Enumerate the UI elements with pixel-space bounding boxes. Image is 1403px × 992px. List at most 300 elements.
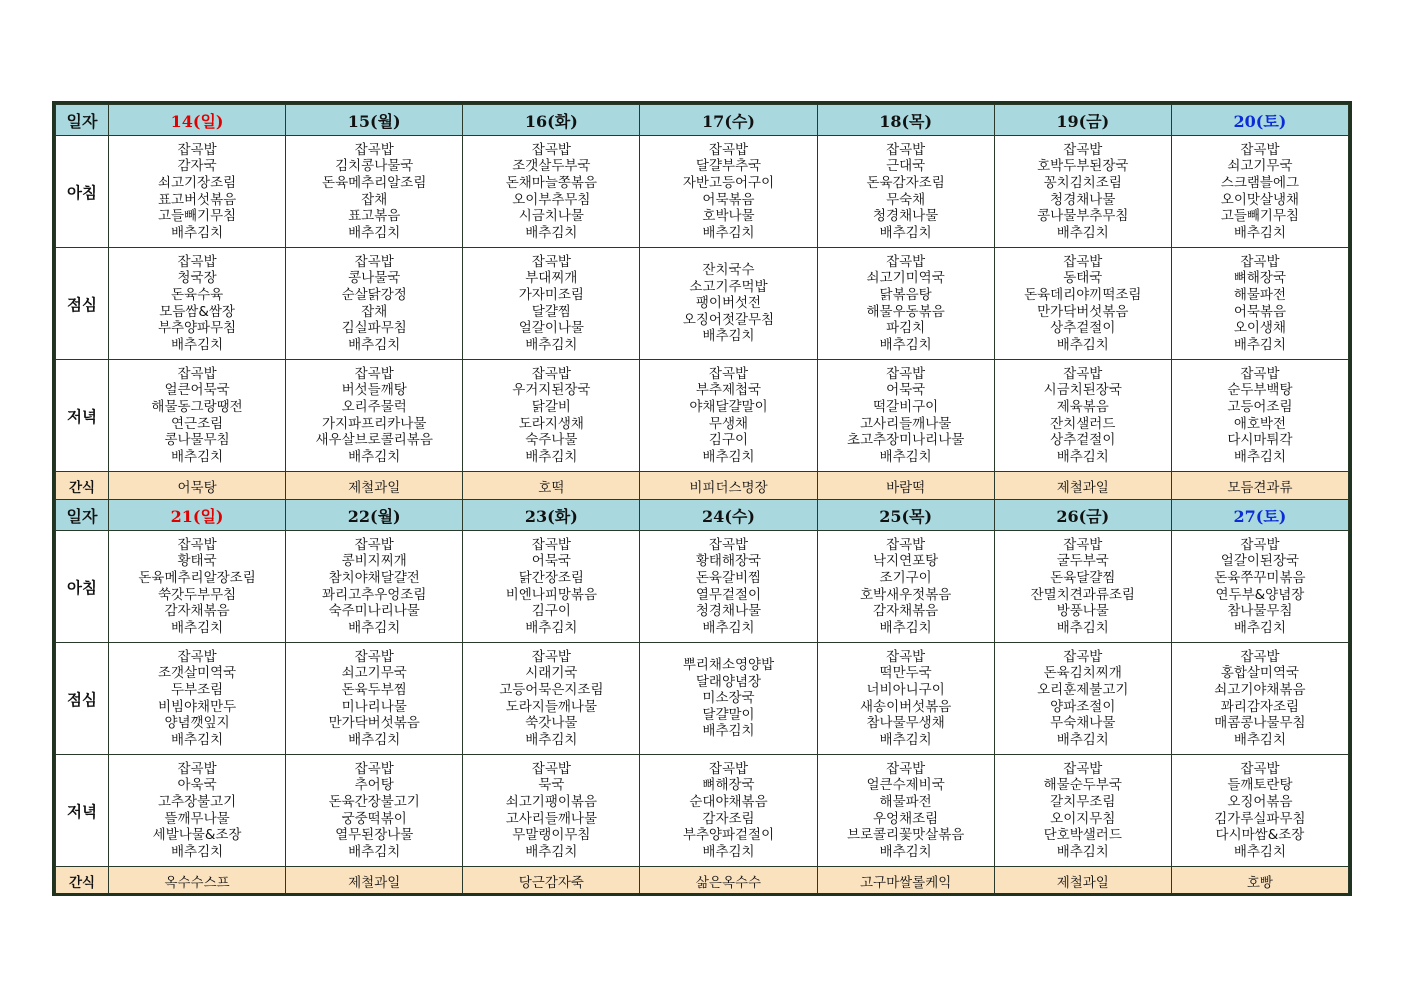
dish-item: 배추김치	[525, 843, 578, 860]
dish-item: 쇠고기야채볶음	[1214, 681, 1306, 698]
dish-item: 부추양파무침	[157, 320, 237, 337]
dinner-cell	[1171, 755, 1348, 867]
dish-item: 자반고등어구이	[682, 174, 775, 191]
dish-item: 잡곡밥	[886, 141, 926, 158]
dish-item: 돈육메추리알조림	[322, 174, 427, 191]
dish-item: 배추김치	[170, 619, 224, 636]
day-header	[1171, 500, 1348, 531]
dish-item: 열무된장나물	[335, 827, 414, 844]
dish-item: 배추김치	[1056, 843, 1109, 860]
dish-item: 시래기국	[525, 665, 578, 682]
dish-item: 오리주물럭	[341, 398, 407, 415]
dish-item: 잡곡밥	[1063, 365, 1103, 382]
dish-item: 스크램블에그	[1220, 174, 1300, 191]
snack-row	[56, 867, 1349, 895]
dish-item: 호박두부된장국	[1037, 158, 1129, 175]
dish-item: 뼈해장국	[1233, 270, 1286, 287]
snack-cell: 고구마쌀롤케익	[817, 867, 994, 895]
lunch-cell	[286, 643, 463, 755]
dish-item: 감자채볶음	[873, 603, 939, 620]
dish-item: 배추김치	[348, 843, 401, 860]
dish-item: 잡곡밥	[708, 141, 749, 158]
dish-item: 갈치무조림	[1050, 793, 1116, 810]
day-date: 22(월)	[347, 506, 401, 526]
dish-item: 돈육수육	[170, 286, 224, 303]
day-header	[109, 500, 286, 531]
dish-item: 잔치샐러드	[1050, 415, 1116, 432]
dish-item: 꽈리감자조림	[1220, 698, 1300, 715]
dish-item: 궁중떡볶이	[341, 810, 407, 827]
dish-item: 배추김치	[170, 843, 224, 860]
dish-item: 오이생채	[1233, 320, 1286, 337]
dish-item: 잡곡밥	[708, 760, 749, 777]
dish-item: 두부조림	[170, 681, 224, 698]
dish-item: 뜰깨무나물	[164, 810, 230, 827]
dish-item: 브로콜리꽃맛살볶음	[846, 827, 965, 844]
dish-item: 상추겉절이	[1050, 320, 1116, 337]
day-date: 16(화)	[524, 111, 578, 131]
dish-item: 돈육감자조림	[866, 174, 945, 191]
lunch-cell	[994, 248, 1171, 360]
day-date: 26(금)	[1056, 506, 1110, 526]
dish-item: 순두부백탕	[1227, 382, 1293, 399]
dish-item: 배추김치	[879, 224, 932, 241]
day-date: 18(목)	[879, 111, 933, 131]
day-header	[463, 105, 640, 136]
dish-item: 어묵볶음	[1233, 303, 1286, 320]
dinner-cell	[994, 755, 1171, 867]
dish-item: 잡곡밥	[1240, 141, 1280, 158]
breakfast-label: 아침	[56, 136, 109, 248]
dish-item: 황태국	[177, 553, 217, 570]
lunch-cell	[109, 248, 286, 360]
lunch-row	[56, 643, 1349, 755]
day-date: 20(토)	[1233, 111, 1287, 131]
dish-item: 잡곡밥	[886, 253, 926, 270]
day-header	[994, 105, 1171, 136]
dish-item: 돈육간장불고기	[328, 793, 420, 810]
dish-item: 잡곡밥	[177, 141, 217, 158]
dish-item: 달걀말이	[702, 706, 755, 723]
dish-item: 감자조림	[702, 810, 755, 827]
dish-item: 잡곡밥	[1063, 141, 1103, 158]
dish-item: 배추김치	[702, 328, 755, 345]
dish-item: 근대국	[886, 158, 926, 175]
dish-item: 배추김치	[348, 448, 401, 465]
dish-item: 잡곡밥	[531, 141, 571, 158]
dish-item: 배추김치	[1233, 731, 1286, 748]
dish-item: 돈육달걀찜	[1050, 569, 1116, 586]
dish-item: 야채달걀말이	[689, 398, 768, 415]
dish-item: 쑥갓나물	[525, 715, 578, 732]
dish-item: 배추김치	[879, 448, 932, 465]
dish-item: 잡곡밥	[1063, 253, 1103, 270]
dinner-cell	[640, 360, 817, 472]
dish-item: 도라지들깨나물	[505, 698, 597, 715]
dish-item: 부대찌개	[525, 270, 578, 287]
day-header	[640, 105, 817, 136]
dish-item: 김실파무침	[341, 320, 407, 337]
breakfast-cell	[109, 136, 286, 248]
dish-item: 배추김치	[1056, 224, 1109, 241]
dish-item: 김구이	[531, 603, 571, 620]
dish-item: 감자국	[177, 158, 217, 175]
dish-item: 순살닭강정	[341, 286, 407, 303]
dish-item: 해물동그랑땡전	[151, 398, 243, 415]
dish-item: 무생채	[708, 415, 749, 432]
dish-item: 연두부&양념장	[1215, 586, 1305, 603]
dish-item: 김치콩나물국	[335, 158, 414, 175]
dish-item: 고등어묵은지조림	[499, 681, 604, 698]
dish-item: 배추김치	[525, 731, 578, 748]
dish-item: 청경채나물	[695, 603, 762, 620]
dish-item: 낙지연포탕	[873, 553, 939, 570]
day-date: 25(목)	[879, 506, 933, 526]
dish-item: 참치야채달걀전	[328, 569, 420, 586]
dinner-cell	[817, 755, 994, 867]
dish-item: 배추김치	[879, 843, 932, 860]
breakfast-cell	[994, 531, 1171, 643]
breakfast-row	[56, 136, 1349, 248]
dish-item: 너비아니구이	[866, 681, 945, 698]
dish-item: 미나리나물	[341, 698, 407, 715]
dinner-label: 저녁	[56, 755, 109, 867]
snack-label: 간식	[56, 472, 109, 500]
dish-item: 숙주미나리나물	[328, 603, 420, 620]
dish-item: 잡곡밥	[1063, 648, 1103, 665]
dish-item: 배추김치	[1056, 448, 1109, 465]
date-label: 일자	[56, 500, 109, 531]
dish-item: 잡곡밥	[354, 141, 394, 158]
dish-item: 소고기주먹밥	[689, 278, 768, 295]
dish-item: 배추김치	[1056, 731, 1109, 748]
dish-item: 무숙채나물	[1050, 715, 1116, 732]
dish-item: 황태해장국	[695, 553, 762, 570]
dish-item: 세발나물&조장	[152, 827, 242, 844]
dish-item: 배추김치	[879, 336, 932, 353]
dish-item: 배추김치	[1233, 224, 1286, 241]
lunch-cell	[463, 643, 640, 755]
dish-item: 파김치	[886, 320, 926, 337]
dish-item: 호박새우젓볶음	[859, 586, 952, 603]
dish-item: 잡곡밥	[1240, 760, 1280, 777]
lunch-cell	[640, 643, 817, 755]
dish-item: 잡곡밥	[708, 536, 749, 553]
day-date: 27(토)	[1233, 506, 1287, 526]
lunch-row	[56, 248, 1349, 360]
dish-item: 배추김치	[702, 448, 755, 465]
dish-item: 무숙채	[886, 191, 926, 208]
lunch-cell	[817, 248, 994, 360]
snack-cell: 어묵탕	[109, 472, 286, 500]
snack-cell: 제철과일	[286, 472, 463, 500]
dish-item: 매콤콩나물무침	[1214, 715, 1306, 732]
day-header	[1171, 105, 1348, 136]
dish-item: 새우살브로콜리볶음	[315, 432, 433, 449]
dish-item: 얼갈이나물	[518, 320, 584, 337]
dish-item: 돈육김치찌개	[1043, 665, 1122, 682]
dish-item: 잡곡밥	[354, 760, 394, 777]
day-date: 17(수)	[702, 111, 755, 131]
dish-item: 닭간장조림	[518, 569, 584, 586]
day-header	[817, 105, 994, 136]
dish-item: 잡곡밥	[531, 648, 571, 665]
dish-item: 배추김치	[525, 619, 578, 636]
dish-item: 배추김치	[1233, 619, 1286, 636]
dish-item: 배추김치	[1233, 843, 1286, 860]
dish-item: 방풍나물	[1056, 603, 1109, 620]
dish-item: 청경채나물	[1050, 191, 1116, 208]
dish-item: 잡곡밥	[1063, 536, 1103, 553]
dish-item: 오이맛살냉채	[1220, 191, 1300, 208]
dish-item: 고추장불고기	[157, 793, 237, 810]
dish-item: 잡곡밥	[708, 365, 749, 382]
dish-item: 애호박전	[1233, 415, 1286, 432]
dinner-cell	[109, 360, 286, 472]
lunch-cell	[640, 248, 817, 360]
dish-item: 배추김치	[702, 224, 755, 241]
date-header-row	[56, 500, 1349, 531]
dish-item: 숙주나물	[525, 432, 578, 449]
dish-item: 돈채마늘쫑볶음	[505, 174, 597, 191]
dish-item: 콩나물무침	[164, 432, 230, 449]
dish-item: 미소장국	[702, 690, 755, 707]
dish-item: 부추제첩국	[695, 382, 762, 399]
lunch-cell	[1171, 248, 1348, 360]
dish-item: 떡만두국	[879, 665, 932, 682]
lunch-cell	[286, 248, 463, 360]
breakfast-row	[56, 531, 1349, 643]
day-date: 15(월)	[347, 111, 401, 131]
lunch-label: 점심	[56, 248, 109, 360]
dish-item: 들깨토란탕	[1227, 777, 1293, 794]
dish-item: 잡곡밥	[886, 760, 926, 777]
dish-item: 돈육쭈꾸미볶음	[1214, 569, 1306, 586]
dish-item: 배추김치	[1233, 448, 1286, 465]
dish-item: 쇠고기팽이볶음	[505, 793, 597, 810]
dish-item: 가자미조림	[518, 286, 584, 303]
breakfast-cell	[640, 136, 817, 248]
date-header-row	[56, 105, 1349, 136]
day-header	[817, 500, 994, 531]
lunch-label: 점심	[56, 643, 109, 755]
day-header	[640, 500, 817, 531]
lunch-cell	[109, 643, 286, 755]
dinner-cell	[817, 360, 994, 472]
dish-item: 조기구이	[879, 569, 932, 586]
dish-item: 어묵볶음	[702, 191, 755, 208]
dish-item: 뿌리채소영양밥	[682, 657, 775, 674]
dish-item: 잡곡밥	[354, 365, 394, 382]
dish-item: 잔치국수	[702, 262, 755, 279]
dish-item: 모듬쌈&쌈장	[159, 303, 235, 320]
breakfast-cell	[463, 531, 640, 643]
dish-item: 고사리들깨나물	[505, 810, 597, 827]
snack-cell: 모듬견과류	[1171, 472, 1348, 500]
dish-item: 오징어볶음	[1227, 793, 1293, 810]
breakfast-cell	[463, 136, 640, 248]
day-header	[286, 500, 463, 531]
dish-item: 잡곡밥	[1063, 760, 1103, 777]
dinner-row	[56, 755, 1349, 867]
dish-item: 만가닥버섯볶음	[328, 715, 420, 732]
dinner-cell	[994, 360, 1171, 472]
breakfast-cell	[286, 531, 463, 643]
dish-item: 잔멸치견과류조림	[1030, 586, 1135, 603]
dish-item: 잡곡밥	[1240, 536, 1280, 553]
snack-cell: 제철과일	[286, 867, 463, 895]
dish-item: 고들빼기무침	[1220, 208, 1300, 225]
dish-item: 고사리들깨나물	[859, 415, 952, 432]
day-header	[109, 105, 286, 136]
date-label: 일자	[56, 105, 109, 136]
dish-item: 배추김치	[170, 731, 224, 748]
dish-item: 오이지무침	[1050, 810, 1116, 827]
breakfast-cell	[817, 531, 994, 643]
dish-item: 잡곡밥	[531, 365, 571, 382]
dish-item: 묵국	[538, 777, 565, 794]
dish-item: 잡곡밥	[1240, 648, 1280, 665]
dish-item: 달걀부추국	[695, 158, 762, 175]
snack-cell: 호빵	[1171, 867, 1348, 895]
dish-item: 어묵국	[531, 553, 571, 570]
meal-menu-table	[52, 101, 1352, 896]
day-date: 23(화)	[524, 506, 578, 526]
dish-item: 얼갈이된장국	[1220, 553, 1300, 570]
dish-item: 잡곡밥	[177, 760, 217, 777]
dish-item: 부추양파겉절이	[682, 827, 775, 844]
dish-item: 우거지된장국	[512, 382, 591, 399]
dish-item: 가지파프리카나물	[322, 415, 427, 432]
dish-item: 잡곡밥	[1240, 253, 1280, 270]
dish-item: 얼큰어묵국	[164, 382, 230, 399]
dish-item: 잡곡밥	[886, 648, 926, 665]
dish-item: 해물순두부국	[1043, 777, 1122, 794]
dish-item: 배추김치	[525, 224, 578, 241]
dish-item: 잡곡밥	[531, 253, 571, 270]
lunch-cell	[463, 248, 640, 360]
dish-item: 잡곡밥	[886, 536, 926, 553]
breakfast-cell	[994, 136, 1171, 248]
lunch-cell	[994, 643, 1171, 755]
dish-item: 배추김치	[702, 619, 755, 636]
dish-item: 참나물무생채	[866, 715, 945, 732]
lunch-cell	[1171, 643, 1348, 755]
dish-item: 쇠고기무국	[1227, 158, 1293, 175]
dish-item: 배추김치	[1056, 336, 1109, 353]
dinner-cell	[640, 755, 817, 867]
dish-item: 아욱국	[177, 777, 217, 794]
dish-item: 배추김치	[1056, 619, 1109, 636]
dish-item: 비엔나피망볶음	[505, 586, 597, 603]
dish-item: 새송이버섯볶음	[859, 698, 952, 715]
dish-item: 비빔야채만두	[157, 698, 237, 715]
dish-item: 단호박샐러드	[1043, 827, 1122, 844]
snack-cell: 당근감자죽	[463, 867, 640, 895]
dish-item: 도라지생채	[518, 415, 584, 432]
dish-item: 잡곡밥	[177, 253, 217, 270]
dish-item: 순대야채볶음	[689, 793, 768, 810]
dish-item: 배추김치	[170, 448, 224, 465]
snack-cell: 비피더스명장	[640, 472, 817, 500]
snack-cell: 제철과일	[994, 867, 1171, 895]
dish-item: 잡곡밥	[1240, 365, 1280, 382]
lunch-cell	[817, 643, 994, 755]
day-header	[463, 500, 640, 531]
dish-item: 배추김치	[170, 336, 224, 353]
dish-item: 꽁치김치조림	[1043, 174, 1122, 191]
snack-row	[56, 472, 1349, 500]
day-date: 21(일)	[170, 506, 224, 526]
dish-item: 잡곡밥	[531, 536, 571, 553]
dish-item: 어묵국	[886, 382, 926, 399]
dish-item: 돈육데리야끼떡조림	[1024, 286, 1142, 303]
dinner-cell	[286, 360, 463, 472]
day-date: 19(금)	[1056, 111, 1110, 131]
dish-item: 잡채	[361, 303, 388, 320]
dish-item: 잡곡밥	[886, 365, 926, 382]
dish-item: 닭볶음탕	[879, 286, 932, 303]
dish-item: 청경채나물	[873, 208, 939, 225]
dish-item: 다시마튀각	[1227, 432, 1293, 449]
breakfast-cell	[1171, 136, 1348, 248]
dish-item: 돈육갈비찜	[695, 569, 762, 586]
dish-item: 상추겉절이	[1050, 432, 1116, 449]
dish-item: 표고볶음	[348, 208, 401, 225]
dish-item: 김구이	[708, 432, 749, 449]
day-header	[994, 500, 1171, 531]
dish-item: 오리훈제불고기	[1037, 681, 1129, 698]
dish-item: 무말랭이무침	[512, 827, 591, 844]
dish-item: 해물파전	[1233, 286, 1286, 303]
dish-item: 해물우동볶음	[866, 303, 945, 320]
dish-item: 뼈해장국	[702, 777, 755, 794]
dish-item: 표고버섯볶음	[157, 191, 237, 208]
dish-item: 꽈리고추우엉조림	[322, 586, 427, 603]
dish-item: 배추김치	[348, 224, 401, 241]
dish-item: 다시마쌈&조장	[1215, 827, 1305, 844]
day-date: 14(일)	[170, 111, 224, 131]
dish-item: 쇠고기미역국	[866, 270, 945, 287]
snack-cell: 호떡	[463, 472, 640, 500]
dish-item: 굴두부국	[1056, 553, 1109, 570]
dish-item: 배추김치	[879, 619, 932, 636]
dish-item: 배추김치	[702, 843, 755, 860]
dish-item: 우엉채조림	[873, 810, 939, 827]
dish-item: 닭갈비	[531, 398, 571, 415]
breakfast-cell	[286, 136, 463, 248]
dish-item: 쇠고기무국	[341, 665, 407, 682]
dish-item: 잡곡밥	[531, 760, 571, 777]
dish-item: 만가닥버섯볶음	[1037, 303, 1129, 320]
dish-item: 쑥갓두부무침	[157, 586, 237, 603]
dish-item: 팽이버섯전	[695, 295, 762, 312]
dish-item: 떡갈비구이	[873, 398, 939, 415]
dish-item: 돈육메추리알장조림	[138, 569, 256, 586]
dinner-row	[56, 360, 1349, 472]
dish-item: 배추김치	[702, 723, 755, 740]
dish-item: 조갯살미역국	[157, 665, 237, 682]
dish-item: 동태국	[1063, 270, 1103, 287]
breakfast-cell	[1171, 531, 1348, 643]
dish-item: 양념깻잎지	[164, 715, 230, 732]
dish-item: 잡곡밥	[177, 365, 217, 382]
dinner-label: 저녁	[56, 360, 109, 472]
dinner-cell	[286, 755, 463, 867]
dish-item: 배추김치	[170, 224, 224, 241]
dish-item: 김가루실파무침	[1214, 810, 1306, 827]
dish-item: 쇠고기장조림	[157, 174, 237, 191]
